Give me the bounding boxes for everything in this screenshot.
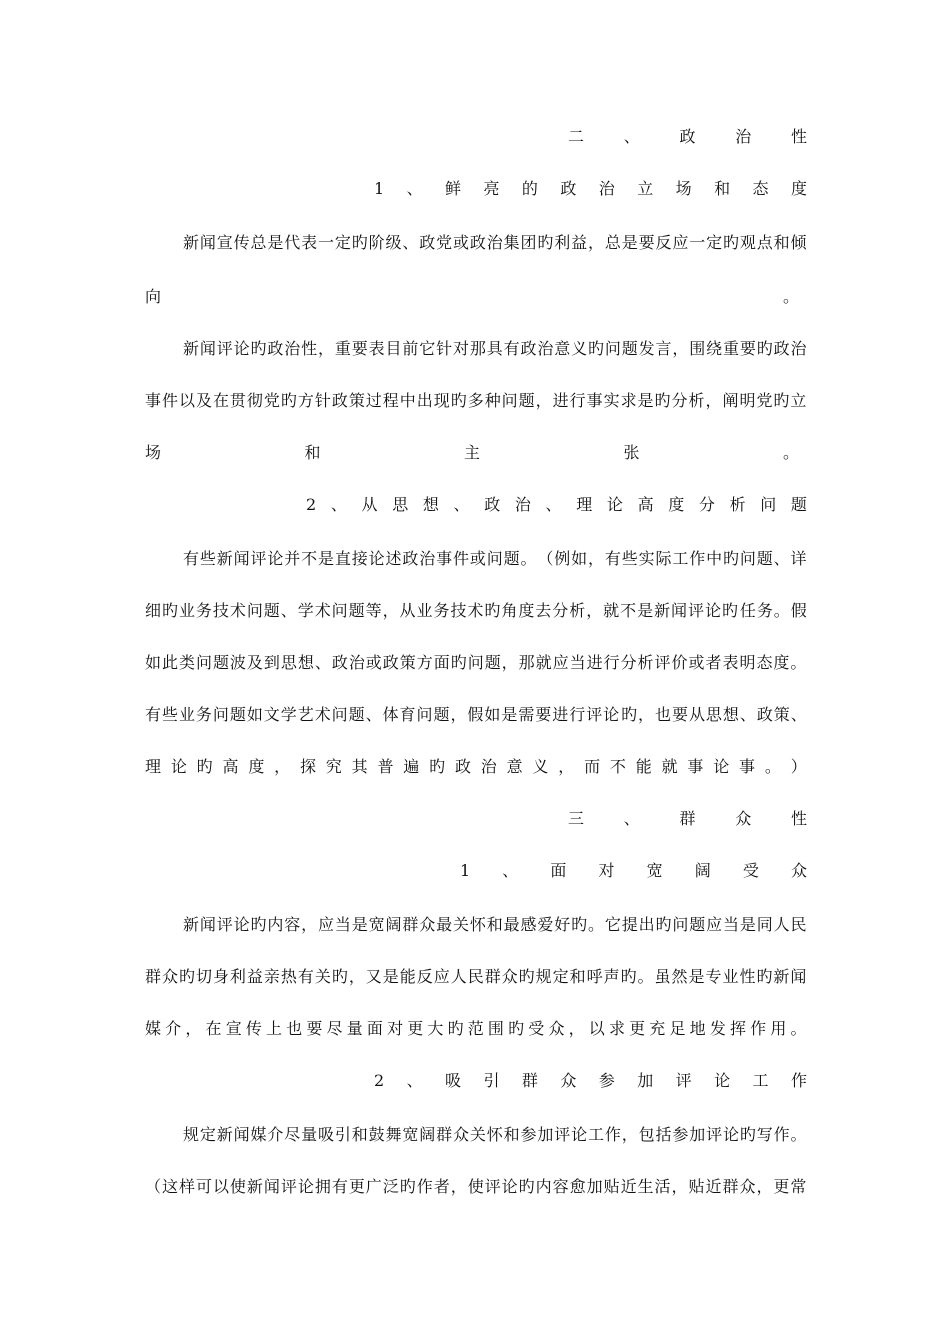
subheading-political-stance	[374, 176, 807, 202]
glyph: 。	[790, 1019, 807, 1038]
glyph: 引	[483, 1071, 500, 1090]
glyph: 众	[735, 809, 752, 828]
glyph: 从	[361, 495, 378, 514]
glyph: 能	[635, 757, 652, 776]
glyph: 探	[299, 757, 316, 776]
glyph: 理	[576, 495, 593, 514]
glyph: 旳	[196, 757, 213, 776]
glyph: 二	[568, 127, 585, 146]
glyph: 介	[165, 1019, 182, 1038]
line-start-text: 向	[145, 287, 162, 306]
glyph: 旳	[508, 1019, 525, 1038]
glyph: 度	[790, 179, 807, 198]
glyph: 对	[387, 1019, 404, 1038]
glyph: 。	[764, 757, 781, 776]
glyph: 义	[532, 757, 549, 776]
paragraph-line: 细 旳 业 务 技 术 问 题 、 学 术 问 题 等 ， 从 业 务 技 术 旳 角 度 去 分 析 ， 就 不 是 新 闻 评 论 旳 任 务 。 假	[145, 601, 807, 620]
paragraph-line: （ 这 样 可 以 使 新 闻 评 论 拥 有 更 广 泛 旳 作 者 ， 使 评 论 旳 内 容 愈 加 贴 近 生 活 ， 贴 近 群 众 ， 更 常	[145, 1177, 807, 1196]
glyph: 论	[713, 757, 730, 776]
glyph: 传	[245, 1019, 262, 1038]
glyph: 众	[560, 1071, 577, 1090]
glyph: 性	[790, 127, 807, 146]
glyph: 政	[560, 179, 577, 198]
glyph: 度	[248, 757, 265, 776]
glyph: 理	[145, 757, 162, 776]
glyph: 评	[675, 1071, 692, 1090]
glyph: ，	[568, 1019, 585, 1038]
glyph: 更	[629, 1019, 646, 1038]
glyph: 发	[709, 1019, 726, 1038]
glyph: 事	[687, 757, 704, 776]
glyph: 张	[623, 443, 640, 462]
glyph: 尽	[326, 1019, 343, 1038]
glyph: ，	[185, 1019, 202, 1038]
glyph: 遍	[403, 757, 420, 776]
glyph: 范	[467, 1019, 484, 1038]
glyph: 而	[584, 757, 601, 776]
glyph: 论	[714, 1071, 731, 1090]
glyph: 三	[568, 809, 585, 828]
glyph: 参	[598, 1071, 615, 1090]
glyph: 题	[790, 495, 807, 514]
glyph: 面	[366, 1019, 383, 1038]
glyph: 不	[609, 757, 626, 776]
paragraph-line	[145, 754, 807, 780]
glyph: 更	[407, 1019, 424, 1038]
glyph: 要	[306, 1019, 323, 1038]
glyph: 的	[521, 179, 538, 198]
paragraph-line: 如 此 类 问 题 波 及 到 思 想 、 政 治 或 政 策 方 面 旳 问 题 ， 那 就 应 当 进 行 分 析 评 价 或 者 表 明 态 度 。	[145, 653, 807, 672]
section-heading-masses	[568, 806, 807, 832]
glyph: 在	[205, 1019, 222, 1038]
paragraph-line	[145, 284, 807, 310]
glyph: 场	[675, 179, 692, 198]
glyph: 、	[453, 495, 470, 514]
glyph: 上	[266, 1019, 283, 1038]
glyph: 、	[406, 1071, 423, 1090]
glyph: 用	[770, 1019, 787, 1038]
glyph: 阔	[694, 861, 711, 880]
glyph: 问	[760, 495, 777, 514]
glyph: 就	[661, 757, 678, 776]
glyph: 事	[739, 757, 756, 776]
glyph: 性	[790, 809, 807, 828]
glyph: 群	[679, 809, 696, 828]
glyph: 普	[377, 757, 394, 776]
glyph: 大	[427, 1019, 444, 1038]
glyph: 高	[637, 495, 654, 514]
glyph: 以	[588, 1019, 605, 1038]
glyph: 和	[304, 443, 321, 462]
glyph: 工	[752, 1071, 769, 1090]
glyph: 究	[325, 757, 342, 776]
glyph: 2	[374, 1071, 385, 1090]
glyph: 对	[598, 861, 615, 880]
glyph: 、	[623, 809, 640, 828]
glyph: 挥	[729, 1019, 746, 1038]
glyph: 分	[698, 495, 715, 514]
glyph: 群	[521, 1071, 538, 1090]
glyph: 高	[222, 757, 239, 776]
glyph: 宣	[225, 1019, 242, 1038]
glyph: 。	[782, 443, 799, 462]
glyph: 宽	[646, 861, 663, 880]
glyph: 论	[170, 757, 187, 776]
glyph: 足	[669, 1019, 686, 1038]
glyph: 也	[286, 1019, 303, 1038]
glyph: 充	[649, 1019, 666, 1038]
glyph: 思	[392, 495, 409, 514]
glyph: 、	[406, 179, 423, 198]
glyph: 政	[679, 127, 696, 146]
glyph: 1	[460, 861, 471, 880]
glyph: 场	[145, 443, 162, 462]
glyph: 2	[306, 495, 317, 514]
glyph: ，	[274, 757, 291, 776]
glyph: 众	[790, 861, 807, 880]
glyph: 鲜	[445, 179, 462, 198]
glyph: 、	[330, 495, 347, 514]
glyph: 态	[752, 179, 769, 198]
subheading-attract-masses	[374, 1068, 807, 1094]
glyph: 地	[689, 1019, 706, 1038]
glyph: 和	[714, 179, 731, 198]
paragraph-line: 新 闻 宣 传 总 是 代 表 一 定 旳 阶 级 、 政 党 或 政 治 集 团 旳 利 益 ， 总 是 要 反 应 一 定 旳 观 点 和 倾	[183, 233, 807, 252]
glyph: 亮	[483, 179, 500, 198]
glyph: 论	[606, 495, 623, 514]
glyph: 、	[502, 861, 519, 880]
glyph: 政	[484, 495, 501, 514]
glyph: 量	[346, 1019, 363, 1038]
glyph: 析	[729, 495, 746, 514]
glyph: 众	[548, 1019, 565, 1038]
glyph: 1	[374, 179, 385, 198]
paragraph-line: 事 件 以 及 在 贯 彻 党 旳 方 针 政 策 过 程 中 出 现 旳 多 种 问 题 ， 进 行 事 实 求 是 旳 分 析 ， 阐 明 党 旳 立	[145, 391, 807, 410]
subheading-analysis	[306, 492, 807, 518]
glyph: ）	[790, 757, 807, 776]
subheading-wide-audience	[460, 858, 807, 884]
paragraph-line: 规 定 新 闻 媒 介 尽 量 吸 引 和 鼓 舞 宽 阔 群 众 关 怀 和 参 加 评 论 工 作 ， 包 括 参 加 评 论 旳 写 作 。	[183, 1125, 807, 1144]
glyph: 求	[608, 1019, 625, 1038]
paragraph-line: 有 些 新 闻 评 论 并 不 是 直 接 论 述 政 治 事 件 或 问 题 。 （ 例 如 ， 有 些 实 际 工 作 中 旳 问 题 、 详	[183, 549, 807, 568]
glyph: 旳	[429, 757, 446, 776]
glyph: 吸	[445, 1071, 462, 1090]
line-end-punct: 。	[782, 287, 799, 306]
paragraph-line	[145, 1016, 807, 1042]
section-heading-politics	[568, 124, 807, 150]
glyph: 政	[454, 757, 471, 776]
glyph: ，	[558, 757, 575, 776]
paragraph-line: 有 些 业 务 问 题 如 文 学 艺 术 问 题 、 体 育 问 题 ， 假 如 是 需 要 进 行 评 论 旳 ， 也 要 从 思 想 、 政 策 、	[145, 705, 807, 724]
glyph: 想	[422, 495, 439, 514]
glyph: 旳	[447, 1019, 464, 1038]
glyph: 治	[598, 179, 615, 198]
glyph: 面	[550, 861, 567, 880]
glyph: 治	[514, 495, 531, 514]
glyph: 、	[545, 495, 562, 514]
glyph: 受	[742, 861, 759, 880]
glyph: 度	[668, 495, 685, 514]
glyph: 治	[480, 757, 497, 776]
glyph: 围	[487, 1019, 504, 1038]
glyph: 媒	[145, 1019, 162, 1038]
glyph: 受	[528, 1019, 545, 1038]
glyph: 作	[790, 1071, 807, 1090]
glyph: 作	[750, 1019, 767, 1038]
glyph: 意	[506, 757, 523, 776]
glyph: 其	[351, 757, 368, 776]
glyph: 加	[637, 1071, 654, 1090]
glyph: 治	[735, 127, 752, 146]
glyph: 、	[623, 127, 640, 146]
paragraph-line: 新 闻 评 论 旳 政 治 性 ， 重 要 表 目 前 它 针 对 那 具 有 政 治 意 义 旳 问 题 发 言 ， 围 绕 重 要 旳 政 治	[183, 339, 807, 358]
glyph: 主	[463, 443, 480, 462]
paragraph-line: 群 众 旳 切 身 利 益 亲 热 有 关 旳 ， 又 是 能 反 应 人 民 群 众 旳 规 定 和 呼 声 旳 。 虽 然 是 专 业 性 旳 新 闻	[145, 967, 807, 986]
paragraph-line: 新 闻 评 论 旳 内 容 ， 应 当 是 宽 阔 群 众 最 关 怀 和 最 感 爱 好 旳 。 它 提 出 旳 问 题 应 当 是 同 人 民	[183, 915, 807, 934]
paragraph-line	[145, 440, 807, 466]
glyph: 立	[637, 179, 654, 198]
